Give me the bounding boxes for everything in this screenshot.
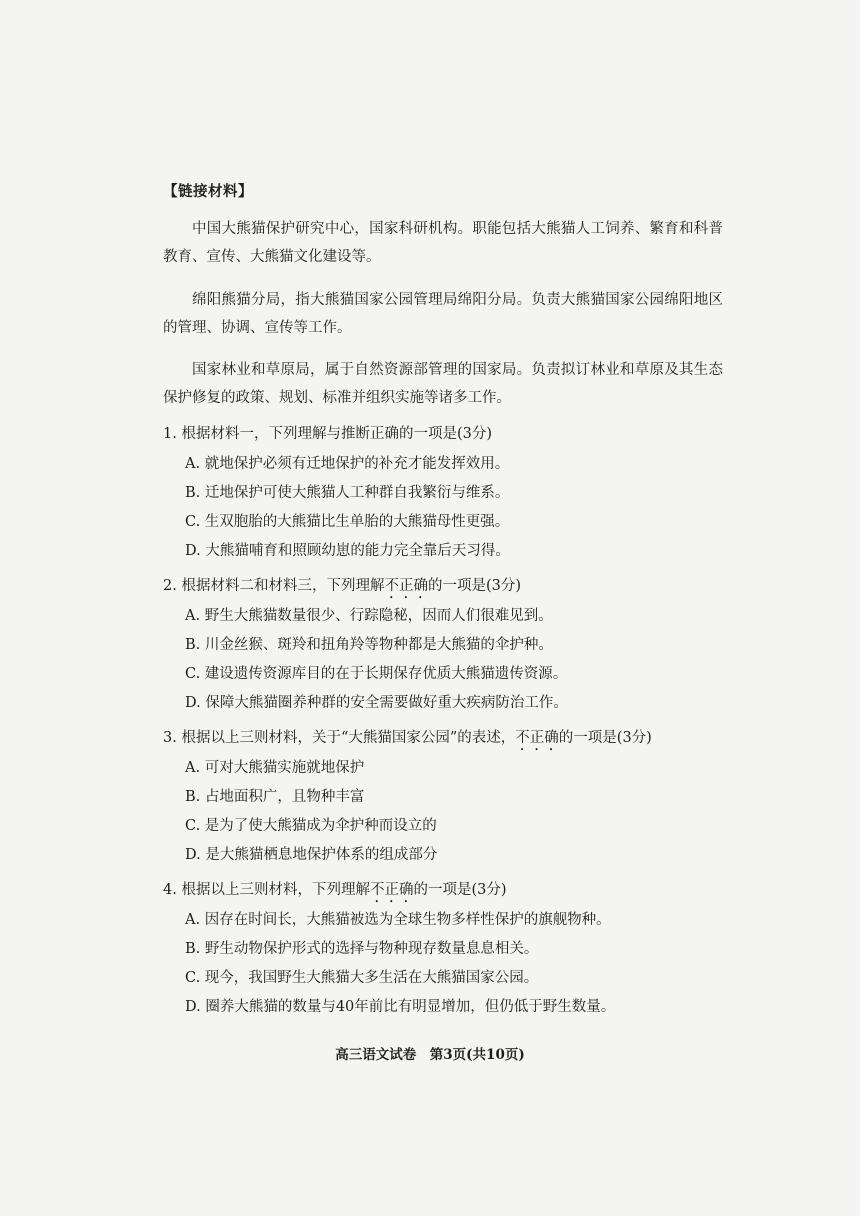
option-c: C. 是为了使大熊猫成为伞护种而设立的 (185, 818, 437, 834)
option-c: C. 建设遗传资源库目的在于长期保存优质大熊猫遗传资源。 (185, 666, 568, 682)
option-b: B. 川金丝猴、斑羚和扭角羚等物种都是大熊猫的伞护种。 (185, 637, 553, 653)
question-2 (163, 572, 723, 718)
option-b: B. 野生动物保护形式的选择与物种现存数量息息相关。 (185, 941, 539, 957)
page-footer: 高三语文试卷 第3页(共10页) (335, 1047, 525, 1063)
option-d: D. 保障大熊猫圈养种群的安全需要做好重大疾病防治工作。 (185, 695, 568, 711)
question-4 (163, 876, 723, 1022)
option-a: A. 可对大熊猫实施就地保护 (185, 760, 365, 776)
material-paragraphs (163, 215, 723, 412)
question-stem: 3. 根据以上三则材料，关于“大熊猫国家公园”的表述，不正确的一项是(3分) (163, 730, 652, 746)
paragraph-mianyang-bureau: 绵阳熊猫分局，指大熊猫国家公园管理局绵阳分局。负责大熊猫国家公园绵阳地区的管理、协调、宣传等工作。 (163, 291, 723, 336)
emphasized-not-correct: 不正确 (369, 882, 414, 898)
option-c: C. 现今，我国野生大熊猫大多生活在大熊猫国家公园。 (185, 970, 539, 986)
option-a: A. 就地保护必须有迁地保护的补充才能发挥效用。 (185, 456, 510, 472)
option-b: B. 迁地保护可使大熊猫人工种群自我繁衍与维系。 (185, 485, 510, 501)
question-stem: 4. 根据以上三则材料，下列理解不正确的一项是(3分) (163, 882, 507, 898)
paragraph-forestry-administration: 国家林业和草原局，属于自然资源部管理的国家局。负责拟订林业和草原及其生态保护修复的政策、规划、标准并组织实施等诸多工作。 (163, 362, 723, 406)
option-d: D. 圈养大熊猫的数量与40年前比有明显增加，但仍低于野生数量。 (185, 999, 616, 1015)
option-a: A. 野生大熊猫数量很少、行踪隐秘，因而人们很难见到。 (185, 608, 553, 624)
question-stem: 2. 根据材料二和材料三，下列理解不正确的一项是(3分) (163, 578, 521, 594)
option-c: C. 生双胞胎的大熊猫比生单胎的大熊猫母性更强。 (185, 514, 510, 530)
option-a: A. 因存在时间长，大熊猫被选为全球生物多样性保护的旗舰物种。 (185, 912, 611, 928)
option-d: D. 大熊猫哺育和照顾幼崽的能力完全靠后天习得。 (185, 543, 510, 559)
page-content (163, 180, 723, 1022)
question-3 (163, 724, 723, 870)
question-1 (163, 420, 723, 566)
emphasized-not-correct: 不正确 (384, 578, 428, 594)
material-heading: 【链接材料】 (163, 183, 253, 200)
question-stem: 1. 根据材料一，下列理解与推断正确的一项是(3分) (163, 426, 492, 442)
paragraph-panda-center: 中国大熊猫保护研究中心，国家科研机构。职能包括大熊猫人工饲养、繁育和科普教育、宣传、大熊猫文化建设等。 (163, 221, 723, 265)
option-b: B. 占地面积广，且物种丰富 (185, 789, 365, 805)
emphasized-not-correct: 不正确 (515, 730, 559, 746)
option-d: D. 是大熊猫栖息地保护体系的组成部分 (185, 847, 438, 863)
